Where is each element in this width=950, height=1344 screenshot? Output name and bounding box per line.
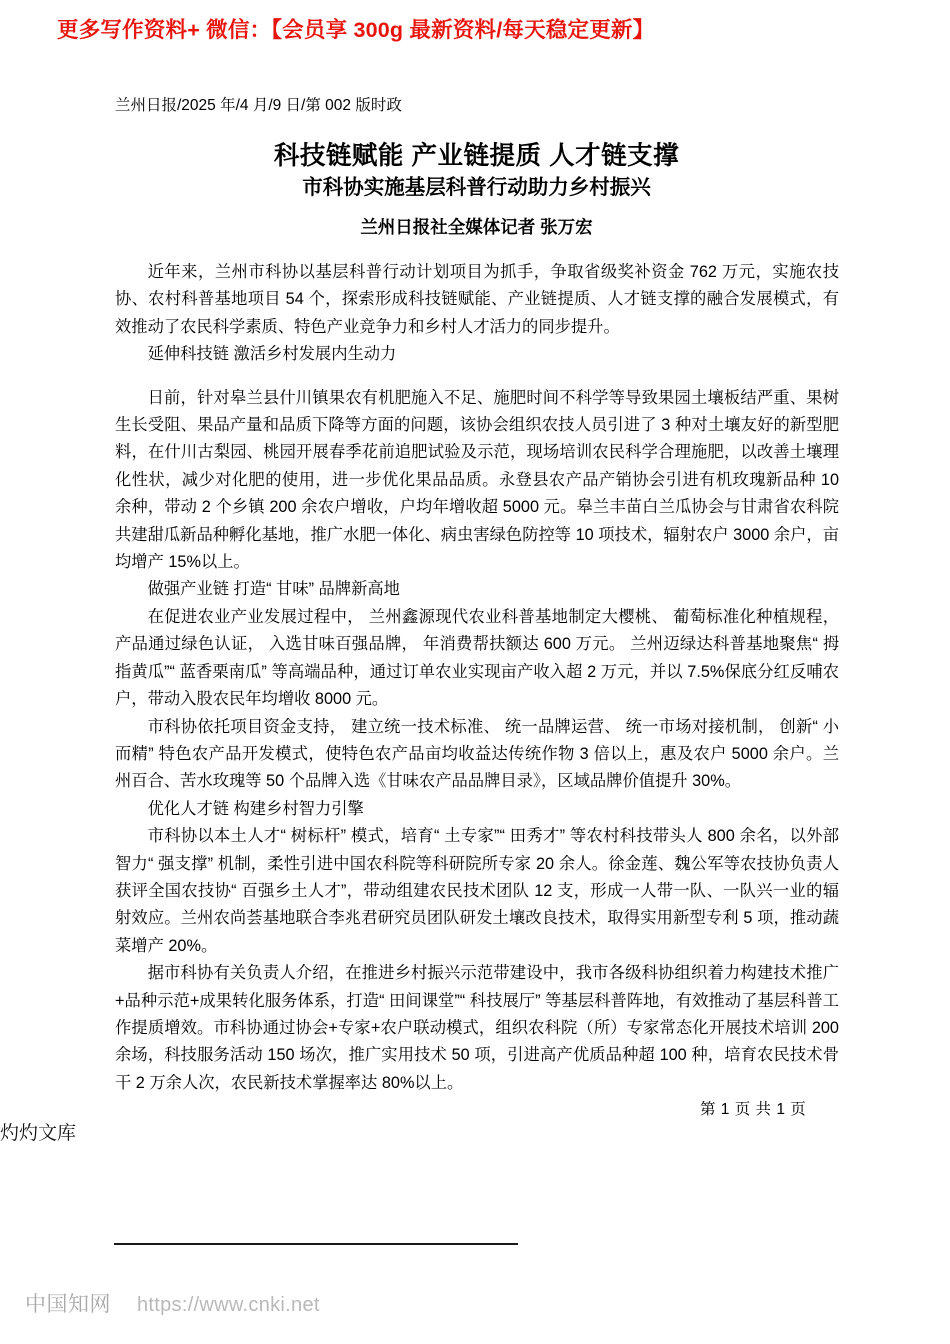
body-paragraph: 近年来，兰州市科协以基层科普行动计划项目为抓手，争取省级奖补资金 762 万元，实施农技协、农村科普基地项目 54 个，探索形成科技链赋能、产业链提质、人才链支撑的融合发展模式，有效推动了农民科学素质、特色产业竞争力和乡村人才活力的同步提升。 xyxy=(115,263,839,336)
page-number-footer: 第 1 页 共 1 页 xyxy=(700,1101,807,1118)
masthead-source-line: 兰州日报/2025 年/4 月/9 日/第 002 版时政 xyxy=(115,97,402,114)
promo-banner-text: 更多写作资料+ 微信：【会员享 300g 最新资料/每天稳定更新】 xyxy=(57,18,655,42)
article-body xyxy=(115,259,839,1097)
cnki-brand-name: 中国知网 xyxy=(25,1293,111,1316)
section-heading: 优化人才链 构建乡村智力引擎 xyxy=(147,799,364,818)
cnki-url[interactable]: https://www.cnki.net xyxy=(137,1294,320,1316)
article-byline: 兰州日报社全媒体记者 张万宏 xyxy=(360,217,593,237)
body-paragraph: 市科协以本土人才“ 树标杆” 模式，培育“ 土专家”“ 田秀才” 等农村科技带头人 800 余名，以外部智力“ 强支撑” 机制，柔性引进中国农科院等科研院所专家 20 余人。徐金莲、魏公军等农技协负责人获评全国农技协“ 百强乡土人才”，带动组建农民技术团队 12 支，形成一人带一队、一队兴一业的辐射效应。兰州农尚荟基地联合李兆君研究员团队研发土壤改良技术，取得实用新型专利 5 项，推动蔬菜增产 20%。 xyxy=(115,827,839,955)
footer-divider xyxy=(114,1243,518,1245)
body-paragraph: 据市科协有关负责人介绍，在推进乡村振兴示范带建设中，我市各级科协组织着力构建技术推广+品种示范+成果转化服务体系，打造“ 田间课堂”“ 科技展厅” 等基层科普阵地，有效推动了基层科普工作提质增效。市科协通过协会+专家+农户联动模式，组织农科院（所）专家常态化开展技术培训 200 余场，科技服务活动 150 场次，推广实用技术 50 项，引进高产优质品种超 100 种，培育农民技术骨干 2 万余人次，农民新技术掌握率达 80%以上。 xyxy=(115,964,839,1092)
page-title: 科技链赋能 产业链提质 人才链支撑 xyxy=(273,142,680,170)
section-heading: 延伸科技链 激活乡村发展内生动力 xyxy=(147,345,397,364)
body-paragraph: 日前，针对皋兰县什川镇果农有机肥施入不足、施肥时间不科学等导致果园土壤板结严重、果树生长受阻、果品产量和品质下降等方面的问题，该协会组织农技人员引进了 3 种对土壤友好的新型肥料，在什川古梨园、桃园开展春季花前追肥试验及示范，现场培训农民科学合理施肥，以改善土壤理化性状，减少对化肥的使用，进一步优化果品品质。永登县农产品产销协会引进有机玫瑰新品种 10 余种，带动 2 个乡镇 200 余农户增收，户均年增收超 5000 元。皋兰丰苗白兰瓜协会与甘肃省农科院共建甜瓜新品种孵化基地，推广水肥一体化、病虫害绿色防控等 10 项技术，辐射农户 3000 余户，亩均增产 15%以上。 xyxy=(115,388,839,572)
body-paragraph: 市科协依托项目资金支持， 建立统一技术标准、 统一品牌运营、 统一市场对接机制， 创新“ 小而精” 特色农产品开发模式，使特色农产品亩均收益达传统作物 3 倍以上，惠及农户 5000 余户。兰州百合、苦水玫瑰等 50 个品牌入选《甘味农产品品牌目录》，区域品牌价值提升 30%。 xyxy=(115,717,839,791)
section-heading: 做强产业链 打造“ 甘味” 品牌新高地 xyxy=(147,580,400,599)
cnki-watermark-bar xyxy=(25,1288,320,1318)
document-watermark: 灼灼文库 xyxy=(0,1123,77,1144)
body-paragraph: 在促进农业产业发展过程中， 兰州鑫源现代农业科普基地制定大樱桃、 葡萄标准化种植规程，产品通过绿色认证， 入选甘味百强品牌， 年消费帮扶额达 600 万元。 兰州迈绿达科普基地聚焦“ 拇指黄瓜”“ 蓝香栗南瓜” 等高端品种，通过订单农业实现亩产收入超 2 万元，并以 7.5%保底分红反哺农户，带动入股农民年均增收 8000 元。 xyxy=(115,607,839,709)
page-subtitle: 市科协实施基层科普行动助力乡村振兴 xyxy=(302,176,651,199)
